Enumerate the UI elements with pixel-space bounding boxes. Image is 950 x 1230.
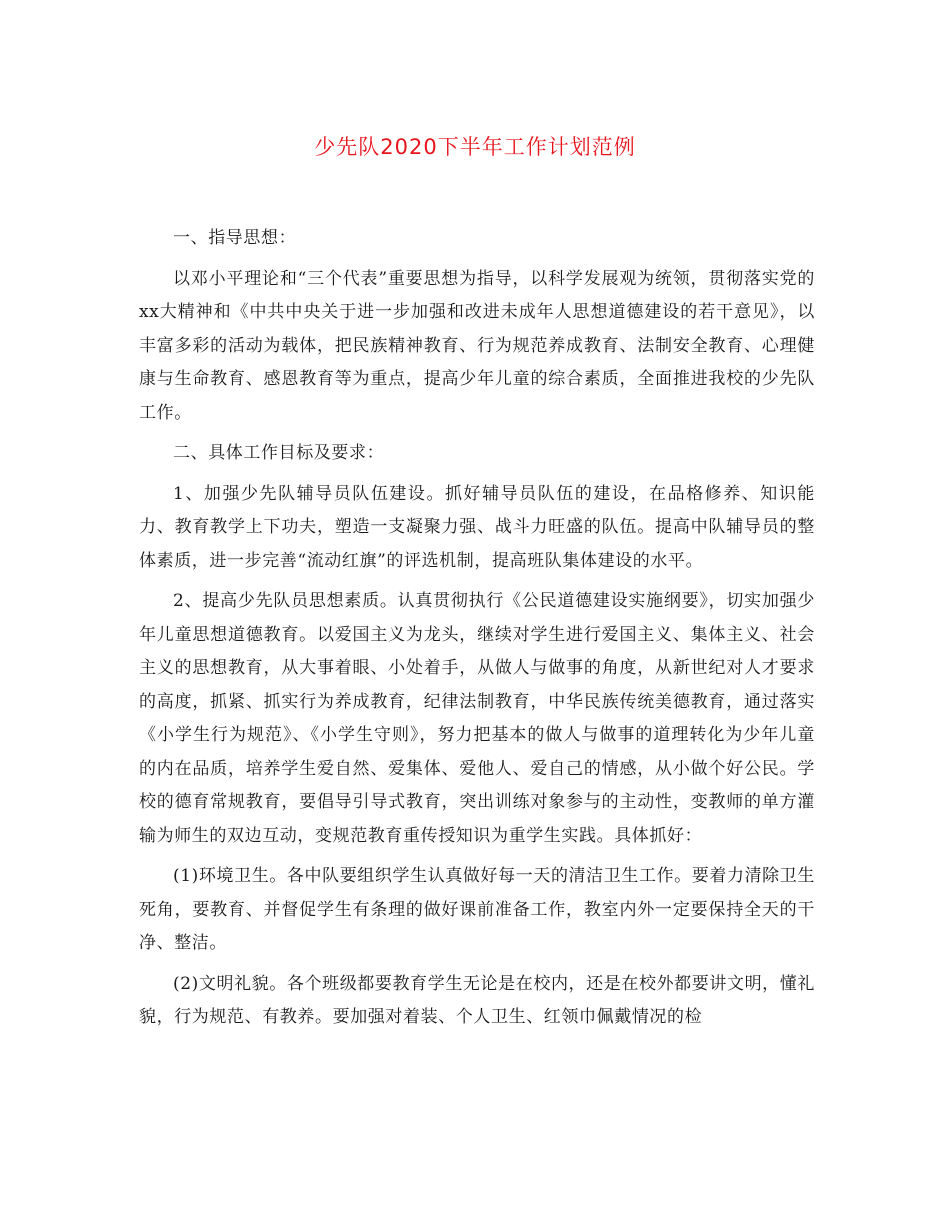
paragraph-item-etiquette: (2)文明礼貌。各个班级都要教育学生无论是在校内，还是在校外都要讲文明，懂礼貌，行为规范、有教养。要加强对着装、个人卫生、红领巾佩戴情况的检 xyxy=(139,973,815,1027)
paragraph-goal-2: 2、提高少先队员思想素质。认真贯彻执行《公民道德建设实施纲要》，切实加强少年儿童思想道德教育。以爱国主义为龙头，继续对学生进行爱国主义、集体主义、社会主义的思想教育，从大事着眼、小处着手，从做人与做事的角度，从新世纪对人才要求的高度，抓紧、抓实行为养成教育，纪律法制教育，中华民族传统美德教育，通过落实《小学生行为规范》、《小学生守则》，努力把基本的做人与做事的道理转化为少年儿童的内在品质，培养学生爱自然、爱集体、爱他人、爱自己的情感，从小做个好公民。学校的德育常规教育，要倡导引导式教育，突出训练对象参与的主动性，变教师的单方灌输为师生的双边互动，变规范教育重传授知识为重学生实践。具体抓好： xyxy=(139,591,815,846)
document-body xyxy=(139,222,815,1042)
document-title: 少先队2020下半年工作计划范例 xyxy=(314,135,636,159)
paragraph-goal-1: 1、加强少先队辅导员队伍建设。抓好辅导员队伍的建设，在品格修养、知识能力、教育教学上下功夫，塑造一支凝聚力强、战斗力旺盛的队伍。提高中队辅导员的整体素质，进一步完善“流动红旗”的评选机制，提高班队集体建设的水平。 xyxy=(139,483,815,571)
paragraph-item-environment: (1)环境卫生。各中队要组织学生认真做好每一天的清洁卫生工作。要着力清除卫生死角，要教育、并督促学生有条理的做好课前准备工作，教室内外一定要保持全天的干净、整洁。 xyxy=(139,866,815,953)
section-heading-goals: 二、具体工作目标及要求： xyxy=(173,443,385,463)
section-heading-guiding-thought: 一、指导思想： xyxy=(173,228,297,248)
paragraph-guiding-thought: 以邓小平理论和“三个代表”重要思想为指导，以科学发展观为统领，贯彻落实党的xx大精神和《中共中央关于进一步加强和改进未成年人思想道德建设的若干意见》，以丰富多彩的活动为载体，把民族精神教育、行为规范养成教育、法制安全教育、心理健康与生命教育、感恩教育等为重点，提高少年儿童的综合素质，全面推进我校的少先队工作。 xyxy=(139,268,815,423)
